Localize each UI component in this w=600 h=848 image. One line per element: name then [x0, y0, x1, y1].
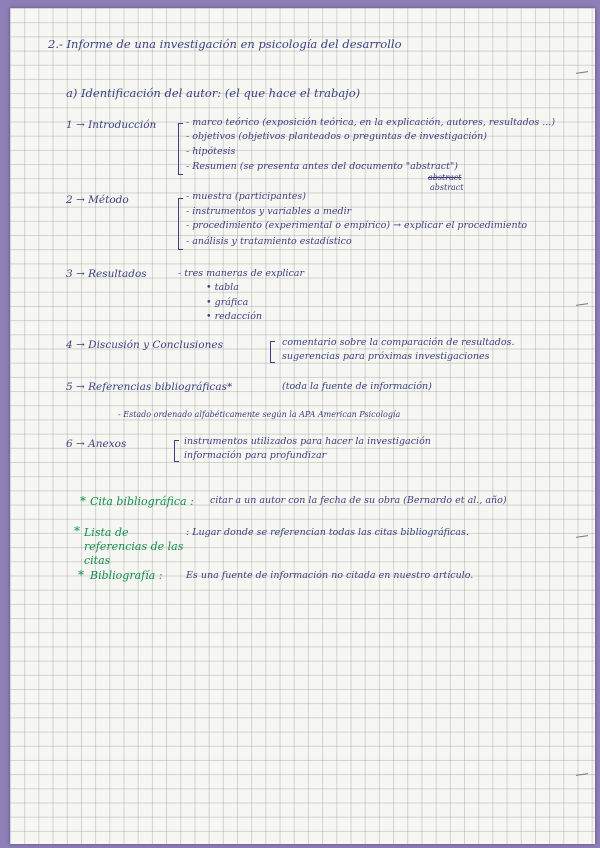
sub-redaccion: • redacción: [206, 311, 263, 322]
sub-procedimiento: - procedimiento (experimental o empírico) → explicar el procedimiento: [186, 220, 528, 231]
sub-grafica: • gráfica: [206, 297, 249, 308]
sub-hipotesis: - hipótesis: [186, 146, 236, 157]
sub-instrumentos-usados: instrumentos utilizados para hacer la investigación: [184, 436, 431, 447]
brace: [174, 440, 179, 462]
referencias-sub: - Estado ordenado alfabéticamente según la APA American Psicología: [118, 410, 401, 419]
page-title: 2.- Informe de una investigación en psicología del desarrollo: [48, 37, 402, 51]
asterisk-icon: *: [80, 494, 86, 508]
sub-objetivos: - objetivos (objetivos planteados o preguntas de investigación): [186, 131, 487, 142]
brace: [178, 123, 183, 175]
note-term-lista: Lista de referencias de las citas: [84, 526, 184, 567]
margin-tick: [576, 303, 588, 306]
item-anexos-label: 6 → Anexos: [66, 438, 127, 450]
crossed-word: abstract: [428, 173, 462, 182]
sub-resumen: - Resumen (se presenta antes del documento "abstract"): [186, 161, 459, 172]
sub-marco-teorico: - marco teórico (exposición teórica, en la explicación, autores, resultados ...): [186, 117, 556, 128]
asterisk-icon: *: [74, 524, 80, 538]
referencias-note: (toda la fuente de información): [282, 381, 432, 392]
note-term-bibliografia: Bibliografía :: [90, 569, 163, 582]
correction-word: abstract: [430, 183, 464, 192]
item-referencias-label: 5 → Referencias bibliográficas*: [66, 381, 233, 393]
sub-informacion: información para profundizar: [184, 450, 327, 461]
note-term-cita: Cita bibliográfica :: [90, 495, 194, 508]
section-identification: a) Identificación del autor: (el que hace el trabajo): [66, 86, 361, 100]
sub-muestra: - muestra (participantes): [186, 191, 306, 202]
sub-tres-maneras: - tres maneras de explicar: [178, 268, 305, 279]
item-discusion-label: 4 → Discusión y Conclusiones: [66, 339, 223, 351]
margin-tick: [576, 71, 588, 74]
margin-tick: [576, 773, 588, 776]
margin-tick: [576, 535, 588, 538]
sub-analisis: - análisis y tratamiento estadístico: [186, 236, 352, 247]
note-text-bibliografia: Es una fuente de información no citada en nuestro artículo.: [186, 570, 474, 581]
note-text-lista: : Lugar donde se referencian todas las citas bibliográficas.: [186, 527, 469, 538]
asterisk-icon: *: [78, 568, 84, 582]
sub-tabla: • tabla: [206, 282, 239, 293]
note-text-cita: citar a un autor con la fecha de su obra (Bernardo et al., año): [210, 495, 507, 506]
sub-comentario: comentario sobre la comparación de resultados.: [282, 337, 515, 348]
item-resultados-label: 3 → Resultados: [66, 268, 147, 280]
item-metodo-label: 2 → Método: [66, 194, 129, 206]
sub-sugerencias: sugerencias para próximas investigaciones: [282, 351, 490, 362]
sub-instrumentos: - instrumentos y variables a medir: [186, 206, 352, 217]
item-introduccion-label: 1 → Introducción: [66, 119, 157, 131]
brace: [178, 198, 183, 250]
notebook-page: [10, 8, 595, 844]
brace: [270, 341, 275, 363]
